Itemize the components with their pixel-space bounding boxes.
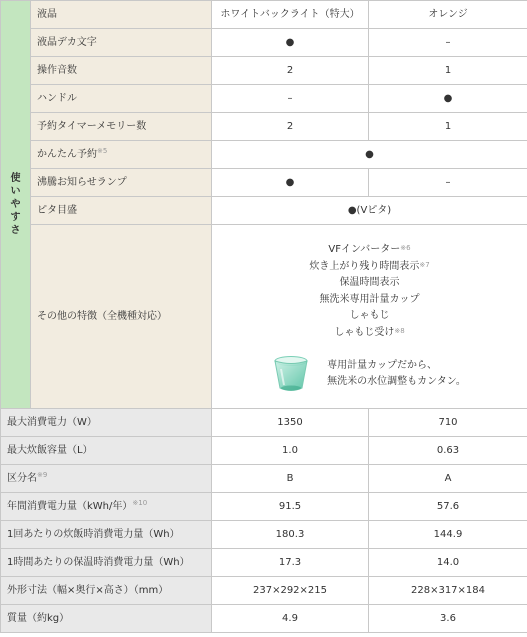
row-label-text: 年間消費電力量（kWh/年）	[7, 500, 133, 512]
feature-item: VFインバーター$^{※6}$	[328, 244, 411, 255]
value-model-1: –	[212, 85, 369, 113]
value-model-1: 17.3	[212, 549, 369, 577]
value-model-1: 2	[212, 57, 369, 85]
cup-caption	[327, 358, 466, 390]
measuring-cup-icon	[273, 355, 309, 393]
row-label-text: 外形寸法（幅×奥行×高さ）（mm）	[7, 584, 169, 596]
value-model-1: ●	[212, 169, 369, 197]
spec-row-weight	[1, 605, 527, 633]
row-label	[1, 521, 212, 549]
value-model-1: 91.5	[212, 493, 369, 521]
row-label-text: 最大炊飯容量（L）	[7, 444, 93, 456]
value-model-1: 237×292×215	[212, 577, 369, 605]
value-model-1: 1.0	[212, 437, 369, 465]
spec-row-max-capacity	[1, 437, 527, 465]
feature-item: しゃもじ受け$^{※8}$	[334, 326, 405, 338]
row-label	[31, 1, 212, 29]
row-label-text: ハンドル	[37, 92, 77, 104]
value-model-1: 180.3	[212, 521, 369, 549]
value-model-2: 57.6	[369, 493, 527, 521]
feature-item: 無洗米専用計量カップ	[319, 293, 420, 305]
row-label	[1, 493, 212, 521]
footnote-mark: ※10	[132, 498, 148, 507]
value-model-1: ●	[212, 29, 369, 57]
value-model-2: –	[369, 29, 527, 57]
category-label: 使いやすさ	[10, 173, 21, 236]
row-label	[1, 577, 212, 605]
value-merged: ●(Vピタ)	[212, 197, 527, 225]
value-model-1: B	[212, 465, 369, 493]
spec-row-other-features	[1, 225, 527, 409]
spec-row-operation-sounds	[1, 57, 527, 85]
row-label-text: 1時間あたりの保温時消費電力量（Wh）	[7, 556, 190, 568]
cup-caption-line: 無洗米の水位調整もカンタン。	[327, 376, 466, 387]
cup-promo	[212, 355, 527, 393]
value-model-1: 2	[212, 113, 369, 141]
spec-row-annual-power	[1, 493, 527, 521]
value-model-1: 4.9	[212, 605, 369, 633]
value-model-2: 3.6	[369, 605, 527, 633]
value-model-2: 710	[369, 409, 527, 437]
row-label	[31, 57, 212, 85]
spec-row-timer-memory	[1, 113, 527, 141]
feature-item: 保温時間表示	[339, 277, 400, 288]
value-model-2: 228×317×184	[369, 577, 527, 605]
row-label	[1, 409, 212, 437]
footnote-mark: ※6	[400, 244, 411, 252]
value-model-2: 1	[369, 113, 527, 141]
value-merged: ●	[212, 141, 527, 169]
row-label	[1, 549, 212, 577]
row-label	[1, 465, 212, 493]
row-label	[31, 197, 212, 225]
cup-caption-line: 専用計量カップだから、	[327, 360, 437, 371]
value-model-2: 0.63	[369, 437, 527, 465]
footnote-mark: ※7	[419, 260, 430, 269]
row-label-text: その他の特徴（全機種対応）	[37, 310, 167, 322]
spec-row-lcd	[1, 1, 527, 29]
row-label	[31, 29, 212, 57]
row-label-text: 液晶	[37, 8, 57, 20]
row-label	[1, 605, 212, 633]
feature-list	[212, 240, 527, 341]
footnote-mark: ※8	[394, 326, 405, 335]
footnote-mark: ※9	[37, 470, 48, 479]
row-label-text: ピタ目盛	[37, 204, 77, 216]
spec-row-cook-power	[1, 521, 527, 549]
spec-row-lcd-large-text	[1, 29, 527, 57]
spec-row-boil-lamp	[1, 169, 527, 197]
feature-item: 炊き上がり残り時間表示$^{※7}$	[309, 260, 430, 272]
row-label	[31, 85, 212, 113]
spec-row-handle	[1, 85, 527, 113]
value-model-2: –	[369, 169, 527, 197]
value-model-1: ホワイトバックライト（特大）	[212, 1, 369, 29]
spec-row-easy-reservation	[1, 141, 527, 169]
row-label-text: 質量（約kg）	[7, 612, 70, 624]
row-label-text: 予約タイマーメモリー数	[37, 120, 147, 132]
row-label-text: 区分名	[7, 472, 37, 484]
value-model-2: オレンジ	[369, 1, 527, 29]
value-model-2: ●	[369, 85, 527, 113]
row-label-text: 液晶デカ文字	[37, 36, 97, 48]
row-label	[31, 225, 212, 409]
other-features-cell	[212, 225, 527, 409]
row-label-text: かんたん予約	[37, 148, 97, 160]
category-cell	[1, 1, 31, 409]
spec-row-category-name	[1, 465, 527, 493]
footnote-mark: ※5	[97, 146, 108, 155]
row-label	[31, 113, 212, 141]
value-model-1: 1350	[212, 409, 369, 437]
row-label-text: 操作音数	[37, 64, 77, 76]
spec-row-max-power	[1, 409, 527, 437]
spec-row-scale	[1, 197, 527, 225]
row-label	[1, 437, 212, 465]
spec-row-dimensions	[1, 577, 527, 605]
row-label-text: 最大消費電力（W）	[7, 416, 97, 428]
value-model-2: A	[369, 465, 527, 493]
row-label-text: 沸騰お知らせランプ	[37, 176, 127, 188]
spec-row-keep-warm-power	[1, 549, 527, 577]
value-model-2: 1	[369, 57, 527, 85]
value-model-2: 144.9	[369, 521, 527, 549]
feature-item: しゃもじ	[349, 310, 390, 321]
value-model-2: 14.0	[369, 549, 527, 577]
row-label	[31, 141, 212, 169]
row-label-text: 1回あたりの炊飯時消費電力量（Wh）	[7, 528, 180, 540]
row-label	[31, 169, 212, 197]
